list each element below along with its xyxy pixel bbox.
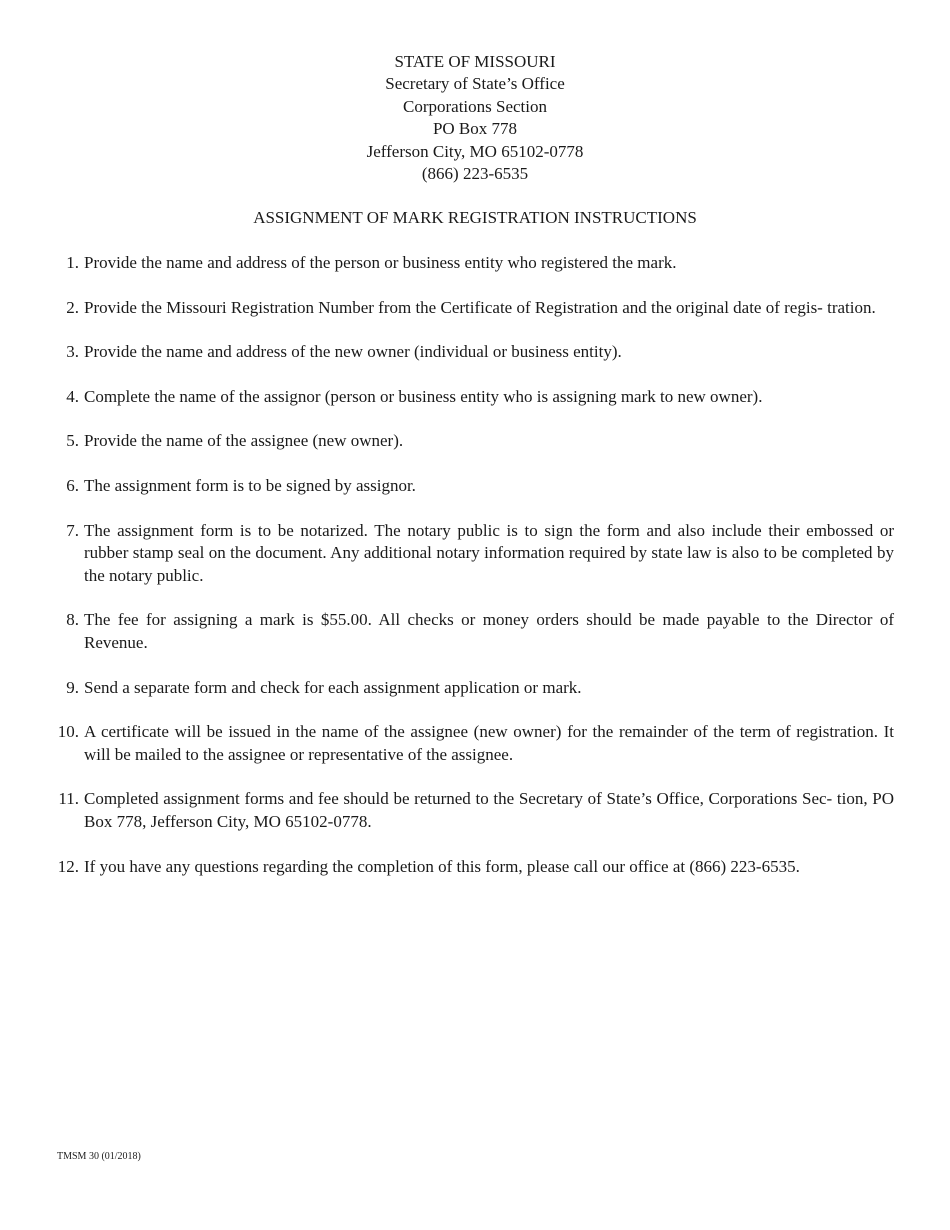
instruction-item [0,609,894,654]
agency-header [0,51,950,185]
instruction-item [0,520,894,588]
instruction-text: If you have any questions regarding the completion of this form, please call our office at (866) 223-6535. [84,856,800,876]
instruction-item [0,475,894,498]
header-city: Jefferson City, MO 65102-0778 [366,141,584,161]
instruction-item [0,386,894,409]
instruction-item [0,341,894,364]
header-po-box: PO Box 778 [432,119,518,139]
instruction-text: Provide the name of the assignee (new owner). [84,431,404,451]
instruction-item [0,856,894,879]
instruction-item [0,252,894,275]
instruction-number: 4. [66,386,79,406]
instructions-list [0,252,950,900]
instruction-number: 2. [66,297,79,317]
instruction-item [0,297,894,320]
instruction-text: Complete the name of the assignor (person or business entity who is assigning mark to new owner). [84,386,763,406]
instruction-text: The assignment form is to be notarized. The notary public is to sign the form and also include their embossed or rubber stamp seal on the document. Any additional notary information required by state law is also to be completed by the notary public. [84,520,894,585]
instruction-text: The assignment form is to be signed by assignor. [84,475,416,495]
instruction-text: Send a separate form and check for each assignment application or mark. [84,677,582,697]
header-office: Secretary of State’s Office [385,74,565,94]
instruction-number: 9. [66,677,79,697]
header-state: STATE OF MISSOURI [394,52,556,71]
instruction-number: 7. [66,520,79,540]
form-id-footer: TMSM 30 (01/2018) [57,1151,141,1162]
instruction-number: 3. [66,342,79,362]
instruction-text: Provide the Missouri Registration Number from the Certificate of Registration and the original date of regis- tration. [84,297,876,317]
instruction-number: 6. [66,475,79,495]
instruction-item [0,788,894,833]
instruction-number: 5. [66,431,79,451]
header-section: Corporations Section [402,96,547,116]
instruction-text: Provide the name and address of the new owner (individual or business entity). [84,342,622,362]
instruction-text: The fee for assigning a mark is $55.00. All checks or money orders should be made payable to the Director of Revenue. [84,610,894,652]
instruction-text: Completed assignment forms and fee should be returned to the Secretary of State’s Office, Corporations Sec- tion, PO Box 778, Jefferson City, MO 65102-0778. [84,789,894,831]
instruction-item [0,721,894,766]
instruction-text: Provide the name and address of the person or business entity who registered the mark. [84,253,677,272]
instruction-number: 8. [66,610,79,630]
instruction-number: 1. [66,253,79,272]
instruction-number: 12. [57,856,79,876]
instruction-item [0,677,894,700]
instruction-number: 11. [58,789,79,809]
instruction-text: A certificate will be issued in the name of the assignee (new owner) for the remainder of the term of registration. It will be mailed to the assignee or representative of the assignee. [84,722,894,764]
page-title: ASSIGNMENT OF MARK REGISTRATION INSTRUCTIONS [253,208,697,227]
instruction-item [0,430,894,453]
header-phone: (866) 223-6535 [421,164,529,184]
instruction-number: 10. [57,722,79,742]
